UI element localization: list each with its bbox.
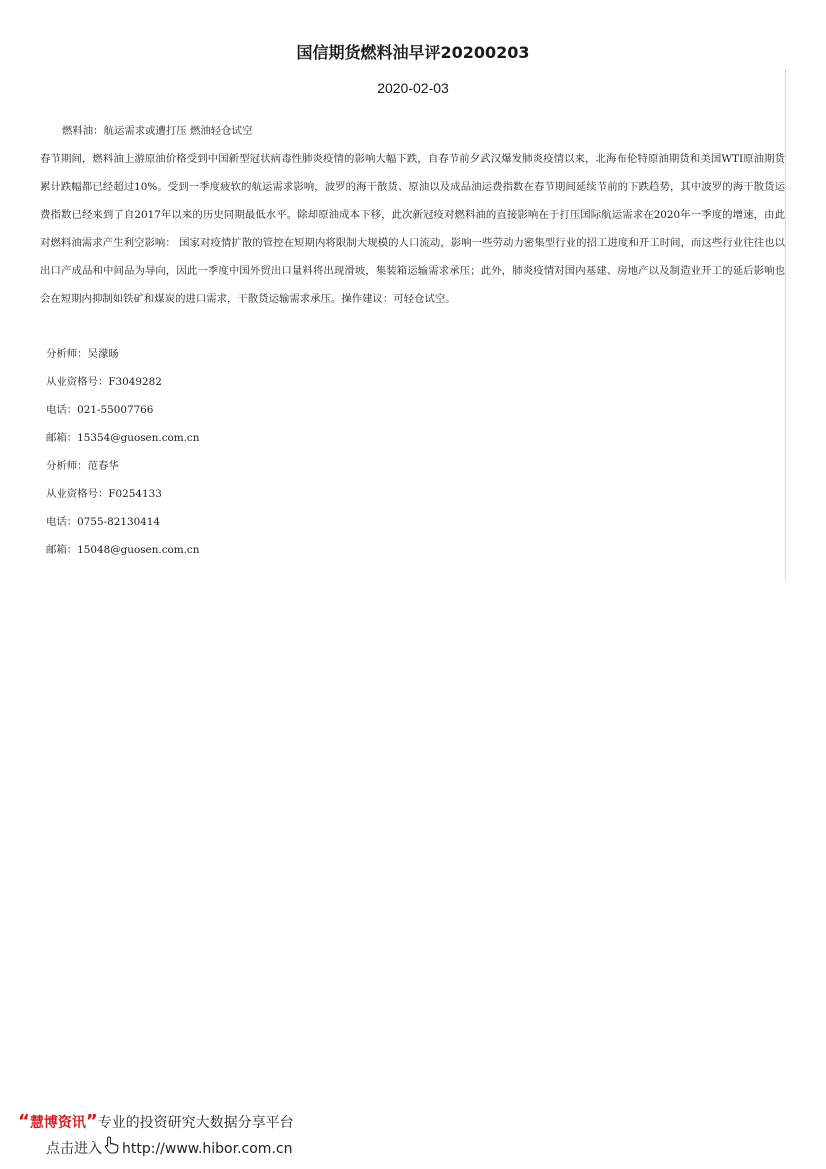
contact-analyst-1: 分析师：吴濛旸 <box>46 348 119 360</box>
report-title: 国信期货燃料油早评20200203 <box>296 43 530 62</box>
quote-open: “ <box>18 1111 30 1132</box>
footer-slogan-line <box>18 1110 294 1136</box>
contact-list <box>46 344 199 568</box>
report-date: 2020-02-03 <box>377 80 449 96</box>
click-enter-text: 点击进入 <box>46 1141 102 1157</box>
contact-license-1: 从业资格号：F3049282 <box>46 376 162 388</box>
footer-banner <box>18 1110 294 1162</box>
hibor-link[interactable]: http://www.hibor.com.cn <box>122 1141 293 1157</box>
slogan-text: 专业的投资研究大数据分享平台 <box>97 1115 294 1131</box>
contact-analyst-2: 分析师：范春华 <box>46 460 119 472</box>
contact-phone-2: 电话：0755-82130414 <box>46 516 161 528</box>
pointing-hand-icon <box>104 1136 120 1162</box>
quote-close: ” <box>85 1111 98 1132</box>
footer-link-line[interactable] <box>18 1136 294 1162</box>
contact-phone-1: 电话：021-55007766 <box>46 404 154 416</box>
body-paragraph: 春节期间，燃料油上游原油价格受到中国新型冠状病毒性肺炎疫情的影响大幅下跌，自春节前夕武汉爆发肺炎疫情以来，北海布伦特原油期货和美国WTI原油期货累计跌幅都已经超过10%。受到一季度疲软的航运需求影响，波罗的海干散货、原油以及成品油运费指数在春节期间延续节前的下跌趋势，其中波罗的海干散货运费指数已经来到了自2017年以来的历史同期最低水平。除却原油成本下移，此次新冠疫对燃料油的直接影响在于打压国际航运需求在2020年一季度的增速，由此对燃料油需求产生利空影响： 国家对疫情扩散的管控在短期内将限制大规模的人口流动，影响一些劳动力密集型行业的招工进度和开工时间，而这些行业往往也以出口产成品和中间品为导向，因此一季度中国外贸出口量料将出现滑坡，集装箱运输需求承压；此外，肺炎疫情对国内基建、房地产以及制造业开工的延后影响也会在短期内抑制如铁矿和煤炭的进口需求，干散货运输需求承压。操作建议：可轻仓试空。 <box>40 153 785 305</box>
contact-email-2: 邮箱：15048@guosen.com.cn <box>46 544 200 556</box>
contact-license-2: 从业资格号：F0254133 <box>46 488 162 500</box>
margin-dotted-line <box>785 70 786 580</box>
section-subtitle: 燃料油：航运需求或遭打压 燃油轻仓试空 <box>62 125 253 137</box>
contact-email-1: 邮箱：15354@guosen.com.cn <box>46 432 200 444</box>
brand-name[interactable]: 慧博资讯 <box>29 1115 86 1131</box>
